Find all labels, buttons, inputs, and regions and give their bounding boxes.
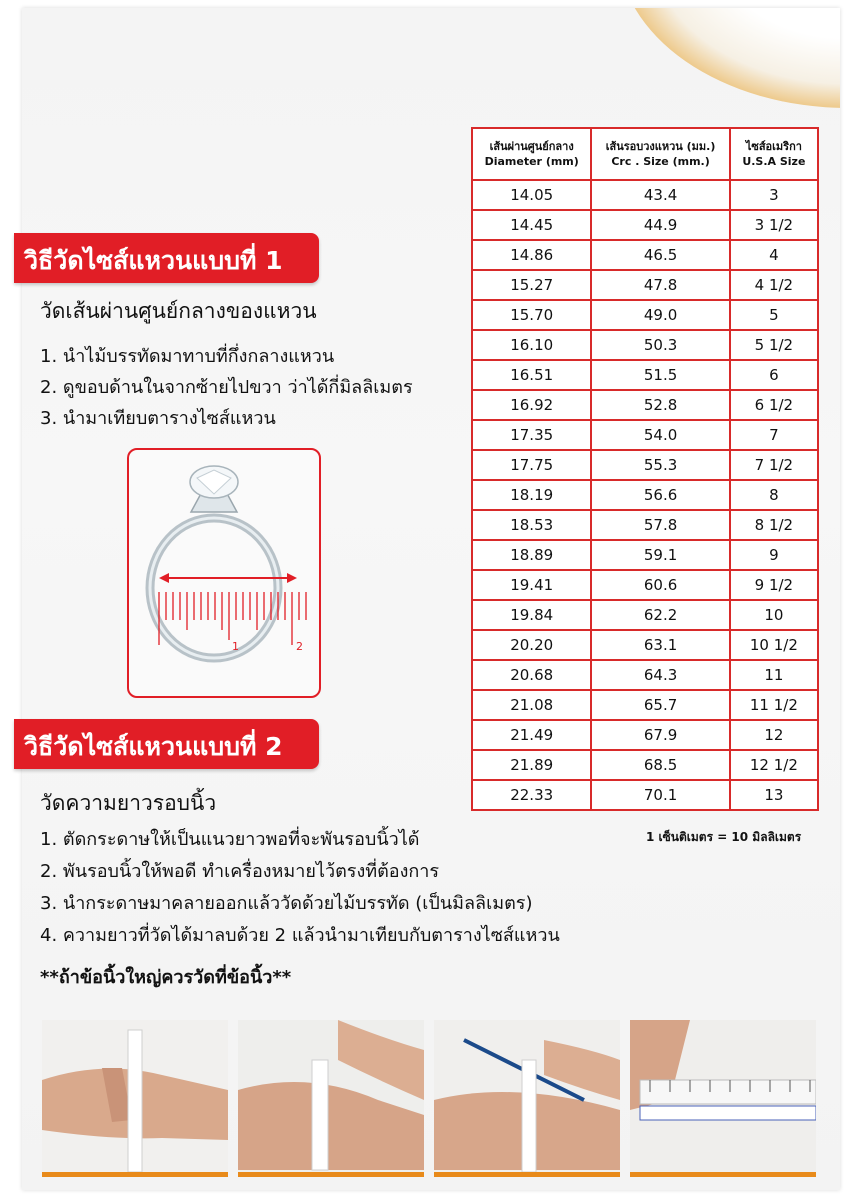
method2-step-3: 3. นำกระดาษมาคลายออกแล้ววัดด้วยไม้บรรทัด (เป็นมิลลิเมตร) (40, 893, 533, 914)
method1-title-banner (14, 233, 319, 283)
table-row: 14.45 44.9 3 1/2 (472, 210, 818, 240)
method2-step-1: 1. ตัดกระดาษให้เป็นแนวยาวพอที่จะพันรอบนิ้วได้ (40, 829, 420, 850)
ruler-label-1: 1 (232, 640, 239, 653)
header-usa-size: ไซส์อเมริกา U.S.A Size (730, 128, 818, 180)
header-circumference: เส้นรอบวงแหวน (มม.) Crc . Size (mm.) (591, 128, 729, 180)
photo-wrap-finger (238, 1020, 424, 1177)
unit-conversion-note: 1 เซ็นติเมตร = 10 มิลลิเมตร (646, 830, 802, 844)
method1-step-1: 1. นำไม้บรรทัดมาทาบที่กึ่งกลางแหวน (40, 346, 335, 367)
table-row: 20.68 64.3 11 (472, 660, 818, 690)
method1-step-2: 2. ดูขอบด้านในจากซ้ายไปขวา ว่าได้กี่มิลลิเมตร (40, 377, 413, 398)
table-row: 20.20 63.1 10 1/2 (472, 630, 818, 660)
photo-mark-paper (434, 1020, 620, 1177)
method2-step-2: 2. พันรอบนิ้วให้พอดี ทำเครื่องหมายไว้ตรงที่ต้องการ (40, 861, 440, 882)
table-row: 16.10 50.3 5 1/2 (472, 330, 818, 360)
table-row: 19.41 60.6 9 1/2 (472, 570, 818, 600)
method2-step-4: 4. ความยาวที่วัดได้มาลบด้วย 2 แล้วนำมาเทียบกับตารางไซส์แหวน (40, 925, 560, 946)
table-row: 18.53 57.8 8 1/2 (472, 510, 818, 540)
table-row: 14.05 43.4 3 (472, 180, 818, 210)
ruler-label-2: 2 (296, 640, 303, 653)
table-row: 15.27 47.8 4 1/2 (472, 270, 818, 300)
ring-icon (129, 450, 319, 696)
photo-paper-around-finger (42, 1020, 228, 1177)
method2-subtitle: วัดความยาวรอบนิ้ว (40, 791, 217, 815)
method1-subtitle: วัดเส้นผ่านศูนย์กลางของแหวน (40, 299, 317, 323)
table-row: 17.75 55.3 7 1/2 (472, 450, 818, 480)
table-row: 18.19 56.6 8 (472, 480, 818, 510)
table-row: 22.33 70.1 13 (472, 780, 818, 810)
table-header-row (472, 128, 818, 180)
table-row: 19.84 62.2 10 (472, 600, 818, 630)
ring-size-table (471, 127, 819, 811)
table-row: 21.89 68.5 12 1/2 (472, 750, 818, 780)
table-row: 18.89 59.1 9 (472, 540, 818, 570)
table-row: 16.51 51.5 6 (472, 360, 818, 390)
method1-step-3: 3. นำมาเทียบตารางไซส์แหวน (40, 408, 276, 429)
table-row: 17.35 54.0 7 (472, 420, 818, 450)
method2-title-banner (14, 719, 319, 769)
table-row: 21.08 65.7 11 1/2 (472, 690, 818, 720)
method1-title: วิธีวัดไซส์แหวนแบบที่ 1 (24, 246, 283, 275)
method2-note: **ถ้าข้อนิ้วใหญ่ควรวัดที่ข้อนิ้ว** (40, 967, 292, 988)
photo-measure-with-ruler (630, 1020, 816, 1177)
table-row: 16.92 52.8 6 1/2 (472, 390, 818, 420)
page-curl-decoration (610, 8, 840, 118)
table-row: 21.49 67.9 12 (472, 720, 818, 750)
ring-measure-illustration (127, 448, 321, 698)
table-row: 14.86 46.5 4 (472, 240, 818, 270)
header-diameter: เส้นผ่านศูนย์กลาง Diameter (mm) (472, 128, 591, 180)
method2-title: วิธีวัดไซส์แหวนแบบที่ 2 (24, 732, 283, 761)
table-row: 15.70 49.0 5 (472, 300, 818, 330)
